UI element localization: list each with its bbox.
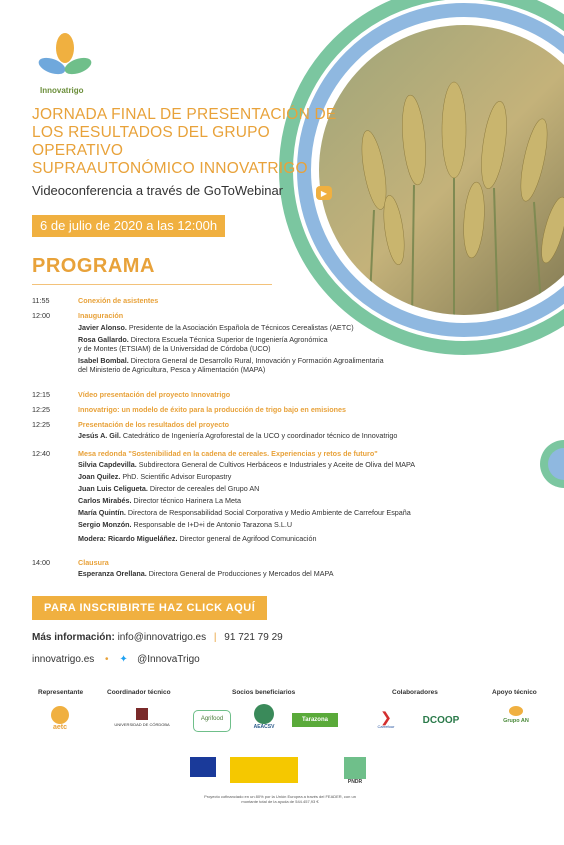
subtitle: Videoconferencia a través de GoToWebinar	[32, 183, 284, 198]
section-apoyo: Apoyo técnico	[492, 689, 537, 696]
event-date: 6 de julio de 2020 a las 12:00h	[32, 215, 225, 237]
funding-footnote: Proyecto cofinanciado en un 80% por la Unión Europea a través del FEADER, con un montante total de la ayuda de 544.457,93 €	[204, 794, 356, 804]
aetc-logo: aetc	[44, 706, 76, 731]
dcoop-logo: DCOOP	[422, 715, 460, 726]
event-title: JORNADA FINAL DE PRESENTACIÓN DE LOS RESULTADOS DEL GRUPO OPERATIVO SUPRAAUTONÓMICO INNOVATRIGO	[32, 106, 337, 177]
section-colaboradores: Colaboradores	[392, 689, 438, 696]
website-link[interactable]: innovatrigo.es	[32, 654, 95, 665]
twitter-link[interactable]: @InnovaTrigo	[137, 654, 200, 665]
logo-text: Innovatrigo	[40, 86, 84, 95]
web-social: innovatrigo.es • ✦ @InnovaTrigo	[32, 654, 200, 665]
eu-flag-logo	[190, 757, 216, 777]
agrifood-logo: Agrifood	[193, 710, 231, 732]
pndr-logo	[344, 757, 366, 779]
carrefour-logo: ❯ Carrefour	[377, 709, 395, 729]
twitter-icon: ✦	[119, 654, 128, 665]
funding-logos	[190, 755, 370, 791]
innovatrigo-logo	[30, 22, 100, 92]
uco-logo: UNIVERSIDAD DE CÓRDOBA	[110, 708, 174, 727]
tarazona-logo: Tarazona	[292, 713, 338, 727]
video-camera-icon: ▶	[316, 186, 332, 200]
divider	[32, 284, 272, 285]
programa-heading: PROGRAMA	[32, 255, 155, 277]
phone-number: 91 721 79 29	[224, 632, 283, 643]
grupoan-logo: Grupo AN	[496, 706, 536, 724]
section-socios: Socios beneficiarios	[232, 689, 296, 696]
gobierno-espana-logo	[230, 757, 298, 783]
email-link[interactable]: info@innovatrigo.es	[117, 632, 207, 643]
contact-info: Más información: info@innovatrigo.es | 91 721 79 29	[32, 632, 283, 643]
section-coordinador: Coordinador técnico	[107, 689, 171, 696]
pndr-label: PNDR	[347, 779, 363, 785]
aeacsv-logo: AEACSV	[252, 704, 276, 730]
decorative-circle	[538, 438, 564, 490]
contact-label: Más información:	[32, 632, 115, 643]
register-button[interactable]: PARA INSCRIBIRTE HAZ CLICK AQUÍ	[32, 596, 267, 620]
section-representante: Representante	[38, 689, 84, 696]
